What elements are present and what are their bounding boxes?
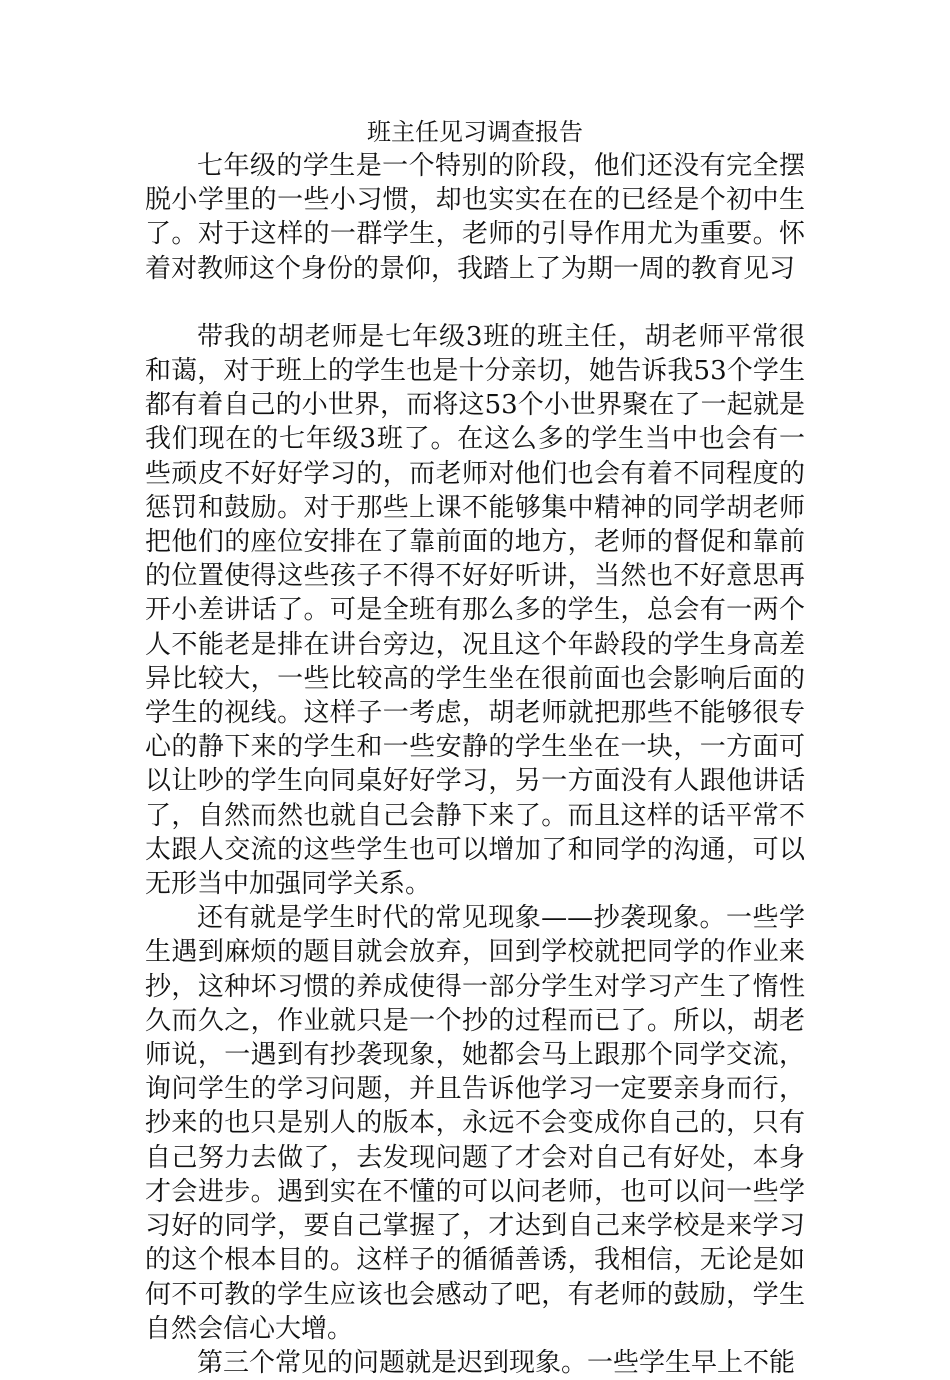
blank-line [145,286,805,320]
paragraph-intro: 七年级的学生是一个特别的阶段，他们还没有完全摆脱小学里的一些小习惯，却也实实在在的已经是个初中生了。对于这样的一群学生，老师的引导作用尤为重要。怀着对教师这个身份的景仰，我踏上了为期一周的教育见习 [145,151,805,284]
document-title: 班主任见习调查报告 [367,118,583,146]
paragraph-seating: 带我的胡老师是七年级3班的班主任，胡老师平常很和蔼，对于班上的学生也是十分亲切，她告诉我53个学生都有着自己的小世界，而将这53个小世界聚在了一起就是我们现在的七年级3班了。在这么多的学生当中也会有一些顽皮不好好学习的，而老师对他们也会有着不同程度的惩罚和鼓励。对于那些上课不能够集中精神的同学胡老师把他们的座位安排在了靠前面的地方，老师的督促和靠前的位置使得这些孩子不得不好好听讲，当然也不好意思再开小差讲话了。可是全班有那么多的学生，总会有一两个人不能老是排在讲台旁边，况且这个年龄段的学生身高差异比较大，一些比较高的学生坐在很前面也会影响后面的学生的视线。这样子一考虑，胡老师就把那些不能够很专心的静下来的学生和一些安静的学生坐在一块，一方面可以让吵的学生向同桌好好学习，另一方面没有人跟他讲话了，自然而然也就自己会静下来了。而且这样的话平常不太跟人交流的这些学生也可以增加了和同学的沟通，可以无形当中加强同学关系。 [145,321,805,900]
paragraph-lateness: 第三个常见的问题就是迟到现象。一些学生早上不能 [197,1347,796,1378]
document-body [145,115,805,1380]
paragraph-copying: 还有就是学生时代的常见现象——抄袭现象。一些学生遇到麻烦的题目就会放弃，回到学校就把同学的作业来抄，这种坏习惯的养成使得一部分学生对学习产生了惰性久而久之，作业就只是一个抄的过程而已了。所以，胡老师说，一遇到有抄袭现象，她都会马上跟那个同学交流，询问学生的学习问题，并且告诉他学习一定要亲身而行，抄来的也只是别人的版本，永远不会变成你自己的，只有自己努力去做了，去发现问题了才会对自己有好处，本身才会进步。遇到实在不懂的可以问老师，也可以问一些学习好的同学，要自己掌握了，才达到自己来学校是来学习的这个根本目的。这样子的循循善诱，我相信，无论是如何不可教的学生应该也会感动了吧，有老师的鼓励，学生自然会信心大增。 [145,903,805,1344]
